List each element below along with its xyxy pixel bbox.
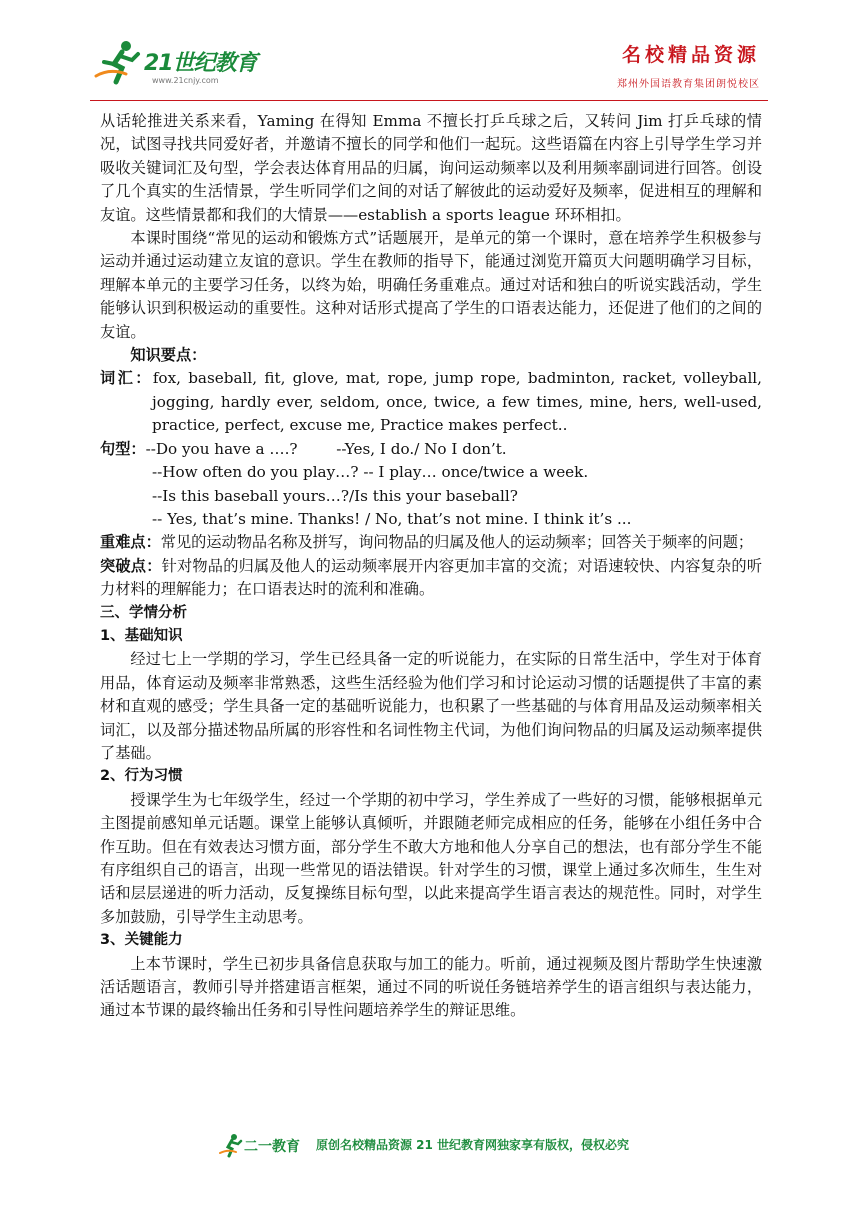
subsection-text-2: 授课学生为七年级学生，经过一个学期的初中学习，学生养成了一些好的习惯，能够根据单元主图提前感知单元话题。课堂上能够认真倾听，并跟随老师完成相应的任务，能够在小组任务中合作互助。但在有效表达习惯方面，部分学生不敢大方地和他人分享自己的想法，也有部分学生不能有序组织自己的语言，出现一些常见的语法错误。针对学生的习惯，课堂上通过多次师生，生生对话和层层递进的听力活动，反复操练目标句型，以此来提高学生语言表达的规范性。同时，对学生多加鼓励，引导学生主动思考。 (100, 790, 762, 926)
sentence-4: -- Yes, that’s mine. Thanks! / No, that’s not mine. I think it’s ... (152, 509, 632, 528)
brand-subtitle: 郑州外国语教育集团朗悦校区 (617, 79, 760, 90)
section-heading-3: 三、学情分析 (100, 604, 187, 621)
subsection-text-3: 上本节课时，学生已初步具备信息获取与加工的能力。听前，通过视频及图片帮助学生快速激活话题语言，教师引导并搭建语言框架，通过不同的听说任务链培养学生的语言组织与表达能力，通过本节课的最终输出任务和引导性问题培养学生的辩证思维。 (100, 954, 762, 1020)
paragraph-lesson-intro: 本课时围绕“常见的运动和锻炼方式”话题展开，是单元的第一个课时，意在培养学生积极参与运动并通过运动建立友谊的意识。学生在教师的指导下，能通过浏览开篇页大问题明确学习目标，理解本单元的主要学习任务，以终为始，明确任务重难点。通过对话和独白的听说实践活动，学生能够认识到积极运动的重要性。这种对话形式提高了学生的口语表达能力，还促进了他们的之间的友谊。 (100, 229, 762, 341)
key-text: 常见的运动物品名称及拼写，询问物品的归属及他人的运动频率；回答关于频率的问题； (160, 533, 754, 552)
document-body (100, 110, 762, 1023)
key-points (100, 531, 762, 554)
runner-logo-icon (92, 38, 146, 88)
sentence-3: --Is this baseball yours…?/Is this your baseball? (152, 486, 518, 505)
subsection-title-3: 3、关键能力 (100, 932, 183, 949)
logo-text: 21世纪教育 (144, 51, 257, 76)
brand-title: 名校精品资源 (621, 44, 760, 66)
header-divider (90, 100, 768, 101)
vocabulary-label: 词汇： (100, 369, 153, 388)
paragraph-discourse: 从话轮推进关系来看，Yaming 在得知 Emma 不擅长打乒乓球之后，又转问 Jim 打乒乓球的情况，试图寻找共同爱好者，并邀请不擅长的同学和他们一起玩。这些语篇在内容上引导学生学习并吸收关键词汇及句型，学会表达体育用品的归属，询问运动频率以及利用频率副词进行回答。创设了几个真实的生活情景，学生听同学们之间的对话了解彼此的运动爱好及频率，促进相互的理解和友谊。这些情景都和我们的大情景——establish a sports league 环环相扣。 (100, 112, 762, 224)
vocabulary-line (100, 367, 762, 437)
break-text: 针对物品的归属及他人的运动频率展开内容更加丰富的交流；对语速较快、内容复杂的听力材料的理解能力；在口语表达时的流利和准确。 (100, 556, 763, 599)
footer-logo-text: 二一教育 (244, 1139, 300, 1155)
sentence-1: --Do you have a ….? --Yes, I do./ No I don’t. (145, 439, 507, 458)
sentence-label: 句型： (100, 439, 146, 458)
footer-logo (218, 1132, 306, 1158)
subsection-title-2: 2、行为习惯 (100, 768, 183, 785)
site-logo (92, 38, 262, 90)
brand-block (617, 40, 760, 90)
subsection-text-1: 经过七上一学期的学习，学生已经具备一定的听说能力，在实际的日常生活中，学生对于体育用品，体育运动及频率非常熟悉，这些生活经验为他们学习和讨论运动习惯的话题提供了丰富的素材和直观的感受；学生具备一定的基础听说能力，也积累了一些基础的与体育用品及运动频率相关词汇，以及部分描述物品所属的形容性和名词性物主代词，为他们询问物品的归属及运动频率提供了基础。 (100, 650, 762, 762)
subsection-title-1: 1、基础知识 (100, 627, 183, 644)
vocabulary-text: fox, baseball, fit, glove, mat, rope, jump rope, badminton, racket, volleyball, jogging, hardly ever, seldom, once, twice, a few times, mine, hers, well-used, practice, perfect, excuse me, Practice makes perfect.. (152, 369, 762, 435)
break-label: 突破点： (100, 556, 162, 575)
knowledge-heading: 知识要点： (130, 346, 207, 365)
breakthrough-points (100, 555, 762, 602)
page-header (0, 0, 860, 104)
footer-copyright: 原创名校精品资源 21 世纪教育网独家享有版权，侵权必究 (316, 1138, 630, 1152)
sentence-2: --How often do you play…? -- I play… once/twice a week. (152, 463, 589, 482)
footer-runner-icon (218, 1132, 244, 1158)
key-label: 重难点： (100, 533, 161, 552)
logo-url: www.21cnjy.com (152, 76, 219, 85)
sentence-line-1 (100, 438, 762, 461)
page-footer (0, 1130, 860, 1160)
